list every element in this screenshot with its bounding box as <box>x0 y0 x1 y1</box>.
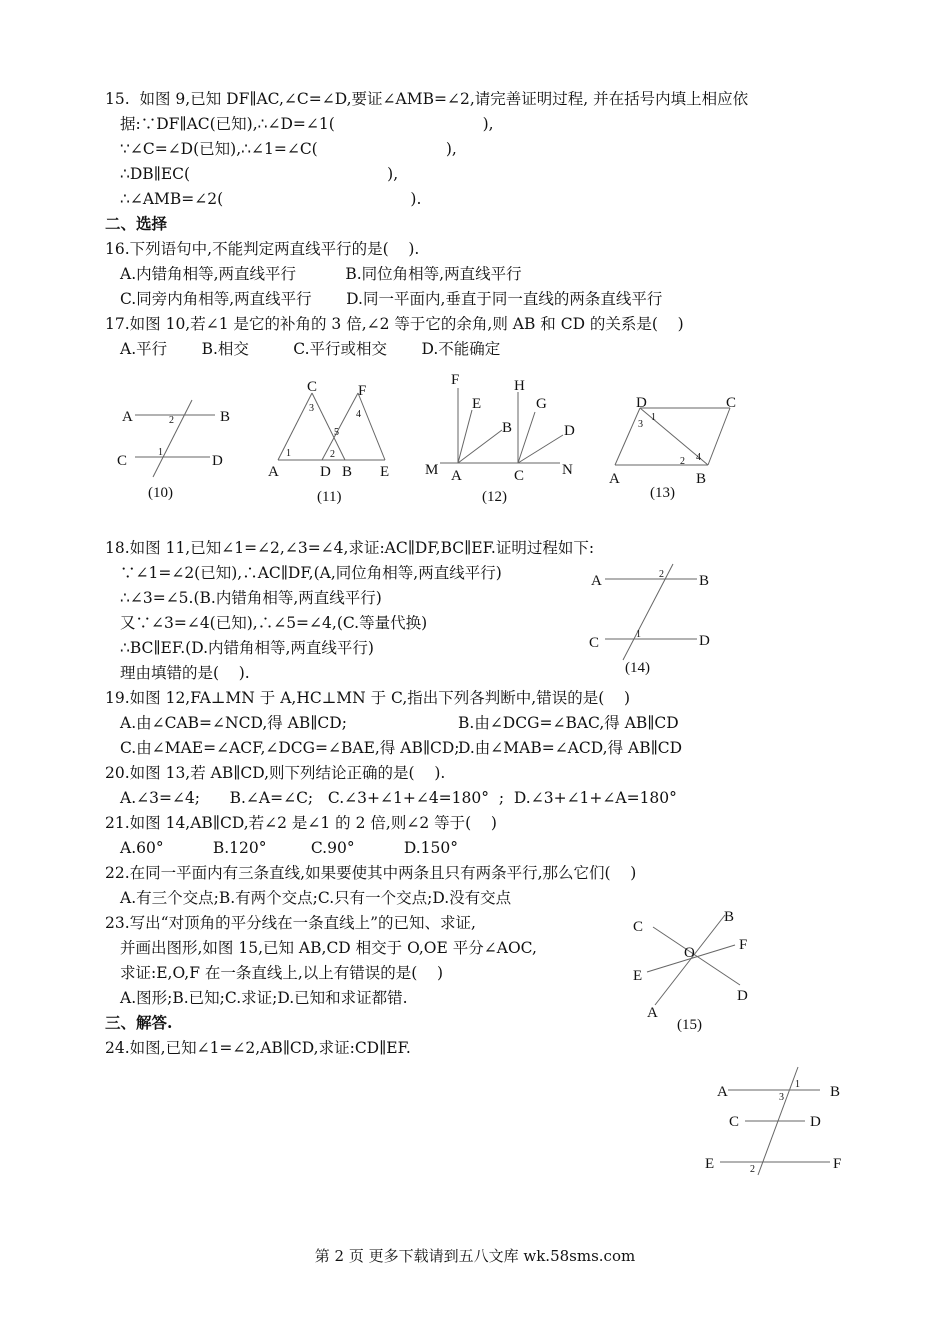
fig24-label-e: E <box>705 1156 715 1172</box>
q15-stem: 15. 如图 9,已知 DF∥AC,∠C=∠D,要证∠AMB=∠2,请完善证明过程, 并在括号内填上相应依 <box>105 90 749 108</box>
fig14-angle-2: 2 <box>659 569 664 580</box>
figure-13 <box>600 390 750 505</box>
q15-line-2: ∵∠C=∠D(已知),∴∠1=∠C( ), <box>120 140 457 158</box>
fig13-label-d: D <box>636 395 647 411</box>
fig13-label-b: B <box>696 471 707 487</box>
page-footer: 第 2 页 更多下载请到五八文库 wk.58sms.com <box>314 1247 636 1265</box>
q16-options-2: C.同旁内角相等,两直线平行 D.同一平面内,垂直于同一直线的两条直线平行 <box>120 290 663 308</box>
fig12-label-m: M <box>425 462 439 478</box>
fig12-line-cd <box>518 435 563 463</box>
fig12-line-cg <box>518 412 535 463</box>
q18-stem: 18.如图 11,已知∠1=∠2,∠3=∠4,求证:AC∥DF,BC∥EF.证明过程如下: <box>105 539 595 557</box>
q20-stem: 20.如图 13,若 AB∥CD,则下列结论正确的是( ). <box>105 764 446 782</box>
fig12-label-e: E <box>472 396 482 412</box>
figure-11 <box>260 375 400 510</box>
fig14-label-c: C <box>589 635 600 651</box>
fig11-line-fe <box>358 393 385 460</box>
fig14-label-b: B <box>699 573 710 589</box>
section-choice-heading: 二、选择 <box>105 214 168 233</box>
fig12-label-d: D <box>564 423 575 439</box>
fig15-caption: (15) <box>677 1017 702 1033</box>
fig24-label-d: D <box>810 1114 821 1130</box>
fig13-angle-1: 1 <box>651 412 656 423</box>
fig11-angle-1: 1 <box>286 448 291 459</box>
q19-option-b: B.由∠DCG=∠BAC,得 AB∥CD <box>458 714 679 732</box>
fig24-angle-1: 1 <box>795 1079 800 1090</box>
fig24-label-c: C <box>729 1114 740 1130</box>
fig14-label-d: D <box>699 633 710 649</box>
fig12-caption: (12) <box>482 489 507 505</box>
q24-stem: 24.如图,已知∠1=∠2,AB∥CD,求证:CD∥EF. <box>105 1039 411 1057</box>
fig12-line-ae <box>458 410 472 463</box>
fig12-label-b: B <box>502 420 513 436</box>
fig15-label-b: B <box>724 909 735 925</box>
q23-options: A.图形;B.已知;C.求证;D.已知和求证都错. <box>120 989 408 1007</box>
fig15-line-cd <box>653 927 740 985</box>
fig13-angle-2: 2 <box>680 456 685 467</box>
fig10-label-a: A <box>122 409 133 425</box>
fig11-label-d: D <box>320 464 331 480</box>
fig11-angle-5: 5 <box>334 427 339 438</box>
fig15-label-a: A <box>647 1005 658 1021</box>
fig11-label-c: C <box>307 379 318 395</box>
q19-option-a: A.由∠CAB=∠NCD,得 AB∥CD; <box>120 714 347 732</box>
fig11-angle-3: 3 <box>309 403 314 414</box>
fig13-label-a: A <box>609 471 620 487</box>
fig15-label-c: C <box>633 919 644 935</box>
fig10-caption: (10) <box>148 485 173 501</box>
fig10-transversal <box>153 400 192 477</box>
figure-12 <box>420 370 580 510</box>
q19-option-d: D.由∠MAB=∠ACD,得 AB∥CD <box>458 739 683 757</box>
q17-options: A.平行 B.相交 C.平行或相交 D.不能确定 <box>120 340 501 358</box>
fig24-angle-3: 3 <box>779 1092 784 1103</box>
fig14-transversal <box>623 564 673 660</box>
fig24-label-b: B <box>830 1084 841 1100</box>
fig14-angle-1: 1 <box>636 629 641 640</box>
q18-step-2: ∴∠3=∠5.(B.内错角相等,两直线平行) <box>120 589 382 607</box>
figure-14 <box>585 562 715 680</box>
fig13-angle-4: 4 <box>696 452 701 463</box>
q15-line-3: ∴DB∥EC( ), <box>120 165 399 183</box>
fig12-label-c: C <box>514 468 525 484</box>
q19-stem: 19.如图 12,FA⊥MN 于 A,HC⊥MN 于 C,指出下列各判断中,错误的是( ) <box>105 689 631 707</box>
q23-line-2: 求证:E,O,F 在一条直线上,以上有错误的是( ) <box>120 964 444 982</box>
section-answer-heading: 三、解答. <box>105 1013 173 1032</box>
q15-line-1: 据:∵DF∥AC(已知),∴∠D=∠1( ), <box>120 115 494 133</box>
fig12-label-f: F <box>451 372 460 388</box>
q18-question: 理由填错的是( ). <box>120 664 250 682</box>
fig10-angle-2: 2 <box>169 415 174 426</box>
fig13-line-ad <box>615 408 640 465</box>
fig15-label-f: F <box>739 937 748 953</box>
fig12-label-g: G <box>536 396 547 412</box>
figure-24 <box>700 1065 850 1180</box>
fig24-label-a: A <box>717 1084 728 1100</box>
fig13-angle-3: 3 <box>638 419 643 430</box>
fig14-caption: (14) <box>625 660 650 676</box>
fig11-label-f: F <box>358 383 367 399</box>
q23-line-1: 并画出图形,如图 15,已知 AB,CD 相交于 O,OE 平分∠AOC, <box>120 939 537 957</box>
q20-options: A.∠3=∠4; B.∠A=∠C; C.∠3+∠1+∠4=180° ; D.∠3+∠1+∠A=180° <box>120 789 677 807</box>
q23-stem: 23.写出“对顶角的平分线在一条直线上”的已知、求证, <box>105 914 476 932</box>
q22-options: A.有三个交点;B.有两个交点;C.只有一个交点;D.没有交点 <box>120 889 512 907</box>
figure-15 <box>625 905 765 1035</box>
fig12-label-h: H <box>514 378 525 394</box>
fig11-label-b: B <box>342 464 353 480</box>
fig10-label-b: B <box>220 409 231 425</box>
q21-stem: 21.如图 14,AB∥CD,若∠2 是∠1 的 2 倍,则∠2 等于( ) <box>105 814 497 832</box>
fig14-label-a: A <box>591 573 602 589</box>
q22-stem: 22.在同一平面内有三条直线,如果要使其中两条且只有两条平行,那么它们( ) <box>105 864 637 882</box>
q18-step-4: ∴BC∥EF.(D.内错角相等,两直线平行) <box>120 639 374 657</box>
fig11-label-a: A <box>268 464 279 480</box>
fig10-label-d: D <box>212 453 223 469</box>
fig15-label-e: E <box>633 968 643 984</box>
fig13-label-c: C <box>726 395 737 411</box>
figure-10 <box>110 395 240 510</box>
fig24-label-f: F <box>833 1156 842 1172</box>
fig15-label-o: O <box>684 945 695 961</box>
q15-line-4: ∴∠AMB=∠2( ). <box>120 190 422 208</box>
q19-option-c: C.由∠MAE=∠ACF,∠DCG=∠BAE,得 AB∥CD; <box>120 739 460 757</box>
fig12-line-ab <box>458 430 502 463</box>
fig13-line-bc <box>708 408 730 465</box>
fig13-caption: (13) <box>650 485 675 501</box>
q16-stem: 16.下列语句中,不能判定两直线平行的是( ). <box>105 240 420 258</box>
q21-options: A.60° B.120° C.90° D.150° <box>120 839 458 857</box>
fig24-angle-2: 2 <box>750 1164 755 1175</box>
fig11-angle-4: 4 <box>356 409 361 420</box>
fig11-angle-2: 2 <box>330 449 335 460</box>
q17-stem: 17.如图 10,若∠1 是它的补角的 3 倍,∠2 等于它的余角,则 AB 和 CD 的关系是( ) <box>105 315 684 333</box>
fig10-angle-1: 1 <box>158 447 163 458</box>
fig12-label-a: A <box>451 468 462 484</box>
fig12-label-n: N <box>562 462 573 478</box>
fig11-caption: (11) <box>317 489 342 505</box>
fig11-line-ac <box>278 393 312 460</box>
q18-step-1: ∵∠1=∠2(已知),∴AC∥DF,(A,同位角相等,两直线平行) <box>120 564 502 582</box>
fig15-label-d: D <box>737 988 748 1004</box>
q18-step-3: 又∵∠3=∠4(已知),∴∠5=∠4,(C.等量代换) <box>120 614 428 632</box>
fig11-label-e: E <box>380 464 390 480</box>
fig10-label-c: C <box>117 453 128 469</box>
q16-options-1: A.内错角相等,两直线平行 B.同位角相等,两直线平行 <box>120 265 522 283</box>
